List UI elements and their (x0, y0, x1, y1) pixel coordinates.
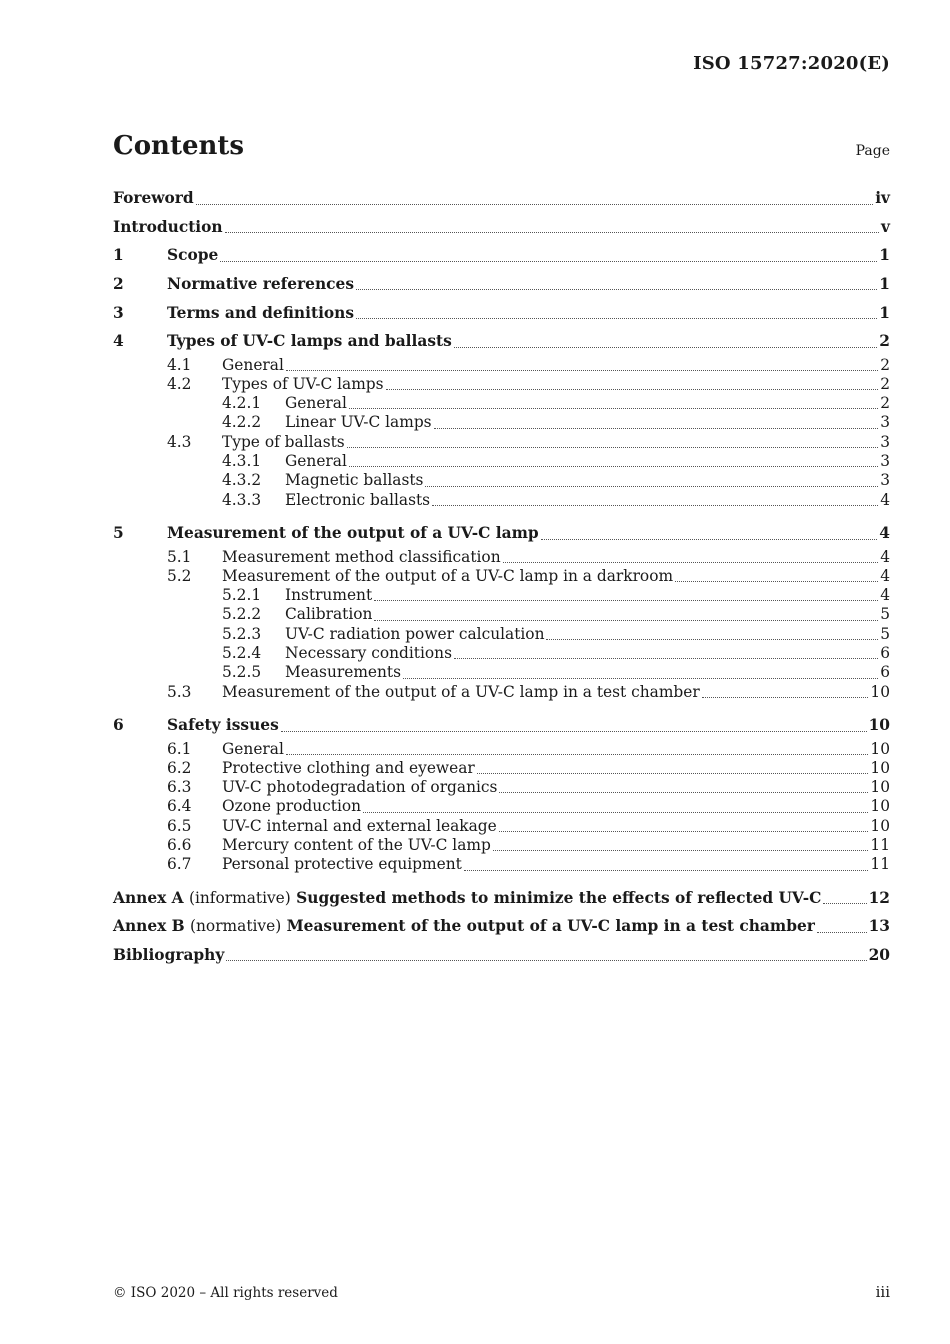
toc-entry-number: 5.2.4 (222, 644, 262, 663)
toc-entry-number: 5.2.2 (222, 605, 262, 624)
dot-leader (499, 830, 869, 832)
toc-entry[interactable] (113, 184, 890, 213)
toc-entry[interactable] (113, 912, 890, 941)
toc-entry-label: General (285, 452, 347, 471)
toc-entry-page: 3 (880, 413, 890, 432)
page-column-label: Page (855, 143, 890, 159)
dot-leader (349, 465, 878, 467)
dot-leader (425, 485, 878, 487)
toc-entry-title (285, 605, 372, 623)
toc-entry[interactable] (113, 605, 890, 624)
toc-entry-page: 4 (880, 586, 890, 605)
annex-title: Measurement of the output of a UV-C lamp in a test chamber (286, 917, 815, 936)
toc-entry[interactable] (113, 471, 890, 490)
toc-entry-title (285, 644, 452, 662)
dot-leader (702, 696, 869, 698)
toc-entry-title (222, 797, 361, 815)
toc-entry[interactable] (113, 586, 890, 605)
toc-entry-title (285, 452, 347, 470)
toc-entry[interactable] (113, 683, 890, 702)
toc-entry[interactable] (113, 711, 890, 740)
toc-entry-title (285, 413, 432, 431)
annex-title: Suggested methods to minimize the effects of reflected UV-C (296, 888, 822, 907)
toc-entry-page: 10 (870, 778, 890, 797)
toc-entry-label: Normative references (167, 275, 354, 294)
dot-leader (386, 388, 879, 390)
toc-entry-title (113, 917, 815, 935)
toc-entry-page: 4 (880, 490, 890, 509)
dot-leader (347, 446, 879, 448)
toc-entry[interactable] (113, 298, 890, 327)
toc-entry-page: 12 (868, 888, 890, 907)
toc-entry-label: Introduction (113, 217, 223, 236)
toc-entry-title (222, 778, 497, 796)
dot-leader (546, 638, 878, 640)
toc-entry-number: 4.2 (167, 374, 192, 393)
toc-entry-label: Measurement of the output of a UV-C lamp in a darkroom (222, 566, 674, 585)
toc-entry-title (285, 663, 401, 681)
toc-entry-page: v (881, 217, 890, 236)
toc-entry-title (222, 356, 284, 374)
toc-entry-number: 6.3 (167, 778, 192, 797)
toc-entry-page: 1 (879, 275, 890, 294)
toc-entry-label: Measurement method classification (222, 547, 501, 566)
toc-entry[interactable] (113, 941, 890, 970)
toc-entry-label: Types of UV-C lamps and ballasts (167, 332, 452, 351)
toc-entry-number: 6.7 (167, 855, 192, 874)
annex-type-note: (normative) (190, 917, 282, 936)
toc-entry-label: Instrument (285, 586, 373, 605)
toc-entry-page: 4 (880, 566, 890, 585)
toc-entry-title (285, 394, 347, 412)
toc-entry-number: 4.2.2 (222, 413, 262, 432)
toc-entry-number: 4.3.2 (222, 471, 262, 490)
dot-leader (349, 407, 878, 409)
dot-leader (403, 677, 878, 679)
annex-type-note: (informative) (188, 888, 291, 907)
toc-entry-number: 5.2.3 (222, 624, 262, 643)
toc-entry-title (222, 567, 673, 585)
toc-entry-number: 5 (113, 524, 124, 543)
toc-entry-title (167, 716, 279, 734)
toc-entry[interactable] (113, 327, 890, 356)
toc-entry-number: 4.3 (167, 432, 192, 451)
toc-entry-label: UV-C photodegradation of organics (222, 778, 498, 797)
toc-entry-title (285, 491, 430, 509)
toc-entry-number: 6.5 (167, 816, 192, 835)
toc-entry-page: 3 (880, 452, 890, 471)
toc-entry-number: 4.3.1 (222, 452, 262, 471)
dot-leader (477, 772, 869, 774)
toc-entry-page: 10 (870, 816, 890, 835)
toc-entry-page: 2 (879, 332, 890, 351)
toc-entry-number: 5.2 (167, 566, 192, 585)
copyright-notice: © ISO 2020 – All rights reserved (113, 1285, 338, 1301)
toc-entry-page: 10 (870, 797, 890, 816)
toc-entry[interactable] (113, 740, 890, 759)
toc-entry-number: 4.3.3 (222, 490, 262, 509)
dot-leader (541, 538, 878, 540)
contents-heading: Contents (113, 131, 245, 161)
toc-entry-title (222, 433, 345, 451)
toc-entry-label: Types of UV-C lamps (222, 374, 384, 393)
toc-entry-label: UV-C internal and external leakage (222, 816, 497, 835)
toc-entry-label: Linear UV-C lamps (285, 413, 432, 432)
toc-entry-title (167, 304, 354, 322)
toc-entry-title (222, 855, 462, 873)
toc-entry-label: Magnetic ballasts (285, 471, 424, 490)
toc-entry-label: General (285, 394, 347, 413)
dot-leader (286, 369, 878, 371)
toc-entry-title (113, 946, 224, 964)
toc-entry-title (222, 759, 475, 777)
dot-leader (363, 811, 868, 813)
toc-entry-label: Ozone production (222, 797, 362, 816)
toc-entry-title (167, 332, 452, 350)
toc-entry-page: 10 (870, 682, 890, 701)
toc-entry-page: 20 (868, 946, 890, 965)
toc-entry-number: 1 (113, 246, 124, 265)
toc-entry[interactable] (113, 433, 890, 452)
toc-entry-title (222, 683, 700, 701)
toc-entry-label: Safety issues (167, 716, 279, 735)
toc-entry-title (167, 246, 218, 264)
toc-entry[interactable] (113, 644, 890, 663)
toc-entry[interactable] (113, 491, 890, 510)
toc-entry[interactable] (113, 855, 890, 874)
toc-entry-title (222, 740, 284, 758)
toc-entry-number: 6.2 (167, 758, 192, 777)
toc-entry-page: 6 (880, 644, 890, 663)
toc-entry-title (113, 889, 821, 907)
toc-entry-label: UV-C radiation power calculation (285, 624, 545, 643)
toc-entry-label: Foreword (113, 189, 194, 208)
dot-leader (454, 657, 878, 659)
dot-leader (356, 317, 877, 319)
toc-entry[interactable] (113, 452, 890, 471)
toc-entry[interactable] (113, 836, 890, 855)
toc-entry[interactable] (113, 884, 890, 913)
toc-entry-page: 10 (870, 758, 890, 777)
toc-entry[interactable] (113, 548, 890, 567)
toc-entry-page: 5 (880, 624, 890, 643)
dot-leader (823, 902, 866, 904)
toc-entry-label: Necessary conditions (285, 644, 452, 663)
toc-entry-label: Measurement of the output of a UV-C lamp in a test chamber (222, 682, 700, 701)
toc-entry-title (222, 548, 501, 566)
toc-entry-page: 13 (868, 917, 890, 936)
toc-entry-label: Mercury content of the UV-C lamp (222, 835, 491, 854)
dot-leader (464, 869, 869, 871)
toc-entry-number: 4 (113, 332, 124, 351)
dot-leader (434, 427, 879, 429)
toc-entry-page: 3 (880, 471, 890, 490)
toc-entry-label: General (222, 355, 284, 374)
toc-entry-number: 6.6 (167, 835, 192, 854)
toc-entry-title (285, 586, 372, 604)
dot-leader (432, 504, 878, 506)
toc-entry-title (113, 189, 194, 207)
toc-entry[interactable] (113, 356, 890, 375)
dot-leader (817, 931, 867, 933)
toc-entry-number: 5.1 (167, 547, 192, 566)
dot-leader (675, 580, 878, 582)
toc-entry-label: Measurement of the output of a UV-C lamp (167, 524, 539, 543)
toc-entry-title (222, 375, 384, 393)
toc-entry-page: 11 (870, 835, 890, 854)
dot-leader (196, 203, 874, 205)
dot-leader (374, 619, 878, 621)
toc-entry-label: Type of ballasts (222, 432, 345, 451)
toc-entry[interactable] (113, 519, 890, 548)
table-of-contents (113, 184, 890, 969)
toc-entry[interactable] (113, 663, 890, 682)
toc-entry-label: Annex A (113, 888, 184, 907)
dot-leader (503, 561, 879, 563)
toc-entry-page: 2 (880, 394, 890, 413)
toc-entry[interactable] (113, 270, 890, 299)
toc-entry-page: 4 (880, 547, 890, 566)
toc-entry[interactable] (113, 778, 890, 797)
toc-entry[interactable] (113, 375, 890, 394)
dot-leader (356, 288, 877, 290)
toc-entry-page: 10 (870, 739, 890, 758)
toc-entry-number: 6 (113, 716, 124, 735)
toc-entry-number: 4.1 (167, 355, 192, 374)
toc-entry-page: 2 (880, 355, 890, 374)
toc-entry-page: 1 (879, 303, 890, 322)
dot-leader (225, 231, 879, 233)
toc-entry-number: 5.3 (167, 682, 192, 701)
toc-entry-number: 6.4 (167, 797, 192, 816)
toc-entry[interactable] (113, 241, 890, 270)
dot-leader (493, 849, 869, 851)
toc-entry[interactable] (113, 817, 890, 836)
toc-entry-page: 6 (880, 663, 890, 682)
toc-entry-number: 4.2.1 (222, 394, 262, 413)
dot-leader (374, 599, 878, 601)
toc-entry-title (167, 275, 354, 293)
toc-entry-page: 11 (870, 855, 890, 874)
toc-entry-number: 5.2.5 (222, 663, 262, 682)
toc-entry-label: General (222, 739, 284, 758)
toc-entry-page: 5 (880, 605, 890, 624)
toc-entry-label: Calibration (285, 605, 373, 624)
toc-entry-page: 2 (880, 374, 890, 393)
dot-leader (220, 260, 877, 262)
toc-entry-label: Annex B (113, 917, 185, 936)
dot-leader (286, 753, 869, 755)
toc-entry-title (222, 836, 491, 854)
toc-entry[interactable] (113, 394, 890, 413)
toc-entry-page: 10 (868, 716, 890, 735)
document-id: ISO 15727:2020(E) (693, 53, 890, 74)
toc-entry-label: Terms and definitions (167, 303, 355, 322)
dot-leader (499, 791, 868, 793)
toc-entry-page: iv (875, 189, 890, 208)
toc-entry[interactable] (113, 625, 890, 644)
toc-entry-label: Personal protective equipment (222, 855, 462, 874)
dot-leader (281, 730, 867, 732)
toc-entry-label: Electronic ballasts (285, 490, 431, 509)
toc-entry[interactable] (113, 413, 890, 432)
toc-entry-title (285, 471, 423, 489)
toc-entry[interactable] (113, 213, 890, 242)
toc-entry-label: Bibliography (113, 946, 225, 965)
toc-entry-title (285, 625, 544, 643)
toc-entry-number: 2 (113, 275, 124, 294)
toc-entry-title (113, 218, 223, 236)
toc-entry-label: Scope (167, 246, 219, 265)
dot-leader (226, 959, 866, 961)
toc-entry-number: 6.1 (167, 739, 192, 758)
toc-entry-page: 1 (879, 246, 890, 265)
toc-entry[interactable] (113, 567, 890, 586)
toc-entry-number: 3 (113, 303, 124, 322)
toc-entry-number: 5.2.1 (222, 586, 262, 605)
toc-entry[interactable] (113, 797, 890, 816)
toc-entry-page: 4 (879, 524, 890, 543)
toc-entry-title (167, 524, 539, 542)
toc-entry[interactable] (113, 759, 890, 778)
dot-leader (454, 346, 878, 348)
toc-entry-title (222, 817, 497, 835)
toc-entry-label: Measurements (285, 663, 402, 682)
page-number: iii (875, 1283, 890, 1301)
toc-entry-page: 3 (880, 432, 890, 451)
toc-entry-label: Protective clothing and eyewear (222, 758, 475, 777)
